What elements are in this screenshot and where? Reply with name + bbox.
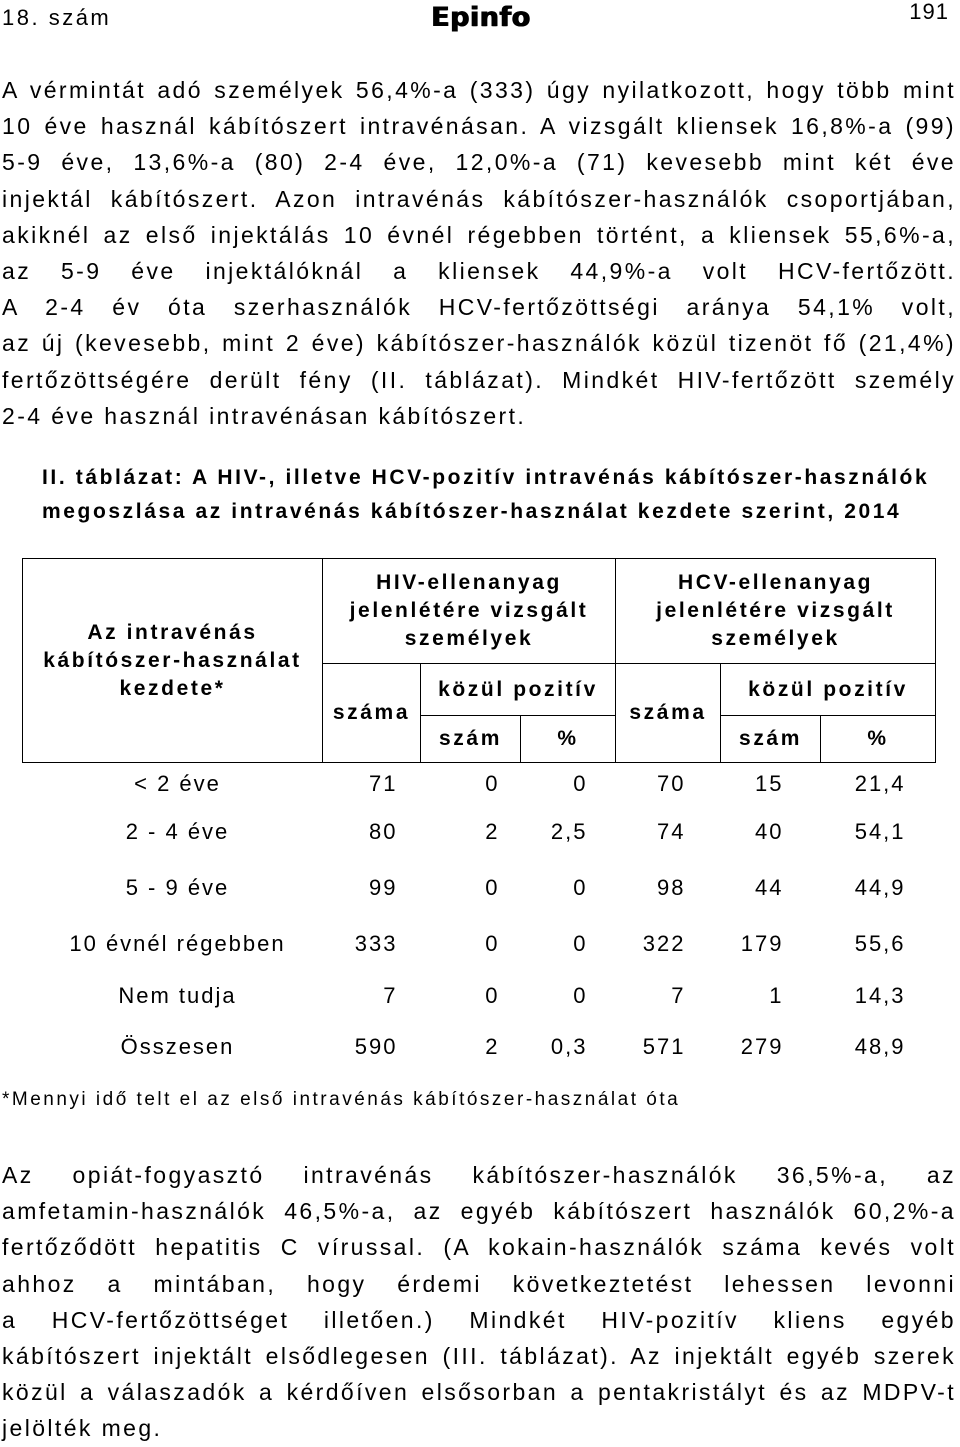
cell-hcv-positive-count: 44 [755, 874, 784, 900]
cell-hcv-tested: 98 [657, 874, 686, 900]
cell-hiv-positive-count: 0 [485, 930, 500, 956]
text-line: A 2-4 év óta szerhasználók HCV-fertőzöttségi aránya 54,1% volt, [2, 294, 956, 321]
text-line: 2-4 éve használ intravénásan kábítószert. [2, 402, 527, 429]
cell-hiv-positive-percent: 0,3 [550, 1033, 588, 1059]
cell-hiv-tested: 333 [354, 930, 398, 956]
cell-hcv-positive-count: 279 [740, 1033, 784, 1059]
cell-hcv-tested: 7 [671, 982, 686, 1008]
header-hcv-positive-count: szám [721, 716, 821, 763]
page-number: 191 [909, 0, 949, 24]
cell-hcv-tested: 70 [657, 770, 686, 796]
text-line: amfetamin-használók 46,5%-a, az egyéb kábítószert használók 60,2%-a [2, 1198, 956, 1225]
header-hiv-positive-count: szám [421, 716, 521, 763]
header-line: kezdete* [119, 676, 226, 700]
cell-hcv-positive-percent: 54,1 [854, 818, 906, 844]
table-row [23, 805, 936, 859]
cell-hcv-tested: 322 [642, 930, 686, 956]
cell-hiv-positive-count: 0 [485, 874, 500, 900]
header-line: személyek [404, 627, 534, 650]
cell-hiv-positive-percent: 0 [573, 982, 588, 1008]
header-hcv-tested: száma [616, 664, 721, 763]
cell-hcv-positive-count: 1 [769, 982, 784, 1008]
cell-start-period: < 2 éve [134, 770, 221, 796]
header-line: személyek [711, 627, 840, 650]
cell-start-period: 2 - 4 éve [125, 818, 230, 844]
text-line: Az opiát-fogyasztó intravénás kábítószer-használók 36,5%-a, az [2, 1162, 956, 1188]
text-line: kábítószert injektált elsődlegesen (III. táblázat). Az injektált egyéb szerek [2, 1343, 956, 1370]
cell-hcv-tested: 571 [642, 1033, 686, 1059]
cell-start-period: Nem tudja [118, 982, 237, 1008]
cell-hcv-positive-count: 179 [740, 930, 784, 956]
header-line: jelenlétére vizsgált [656, 599, 895, 622]
cell-hiv-tested: 7 [383, 982, 398, 1008]
cell-hiv-positive-count: 0 [485, 770, 500, 796]
table-header [23, 559, 936, 763]
paragraph-1 [2, 72, 956, 434]
issue-number: 18. szám [2, 5, 112, 30]
table-caption [42, 461, 929, 529]
header-hcv-group [616, 559, 936, 664]
table-body [23, 763, 936, 1073]
paragraph-2 [2, 1157, 956, 1447]
header-hiv-tested: száma [323, 664, 421, 763]
cell-hiv-positive-percent: 0 [573, 770, 588, 796]
cell-hiv-positive-percent: 2,5 [550, 818, 588, 844]
text-line: az 5-9 éve injektálóknál a kliensek 44,9%-a volt HCV-fertőzött. [2, 258, 956, 285]
header-line: kábítószer-használat [43, 648, 302, 672]
cell-hiv-positive-count: 2 [485, 1033, 500, 1059]
table-row [23, 971, 936, 1021]
table-row [23, 917, 936, 971]
cell-hiv-positive-count: 2 [485, 818, 500, 844]
cell-hiv-tested: 590 [354, 1033, 398, 1059]
text-line: fertőződött hepatitis C vírussal. (A kokain-használók száma kevés volt [2, 1234, 956, 1261]
header-line: jelenlétére vizsgált [349, 599, 589, 622]
table-header-row [23, 559, 936, 664]
cell-hcv-positive-count: 15 [755, 770, 784, 796]
cell-hcv-positive-percent: 44,9 [854, 874, 906, 900]
table-row [23, 859, 936, 917]
text-line: 10 éve használ kábítószert intravénásan. A vizsgált kliensek 16,8%-a (99) [2, 113, 956, 140]
cell-start-period: 5 - 9 éve [125, 874, 230, 900]
cell-hiv-positive-count: 0 [485, 982, 500, 1008]
text-line: fertőzöttségére derült fény (II. táblázat). Mindkét HIV-fertőzött személy [2, 366, 956, 393]
text-line: az új (kevesebb, mint 2 éve) kábítószer-használók közül tizenöt fő (21,4%) [2, 330, 956, 357]
table-row [23, 1021, 936, 1073]
text-line: A vérmintát adó személyek 56,4%-a (333) úgy nyilatkozott, hogy több mint [2, 77, 956, 103]
header-hcv-positive: közül pozitív [721, 664, 936, 716]
cell-hiv-positive-percent: 0 [573, 930, 588, 956]
cell-hiv-tested: 71 [369, 770, 398, 796]
cell-hiv-tested: 80 [369, 818, 398, 844]
caption-line: megoszlása az intravénás kábítószer-használat kezdete szerint, 2014 [42, 500, 902, 523]
header-hcv-positive-percent: % [821, 716, 936, 763]
header-start-period [23, 559, 323, 763]
cell-hcv-positive-percent: 55,6 [854, 930, 906, 956]
header-hiv-positive-percent: % [521, 716, 616, 763]
cell-hiv-positive-percent: 0 [573, 874, 588, 900]
header-hiv-group [323, 559, 616, 664]
cell-hcv-positive-percent: 48,9 [854, 1033, 906, 1059]
header-line: HCV-ellenanyag [677, 571, 874, 594]
text-line: ahhoz a mintában, hogy érdemi következtetést lehessen levonni [2, 1270, 956, 1297]
text-line: injektál kábítószert. Azon intravénás kábítószer-használók csoportjában, [2, 185, 956, 212]
text-line: akiknél az első injektálás 10 évnél régebben történt, a kliensek 55,6%-a, [2, 221, 956, 248]
table-footnote: *Mennyi idő telt el az első intravénás kábítószer-használat óta [2, 1089, 681, 1110]
caption-line: II. táblázat: A HIV-, illetve HCV-pozitív intravénás kábítószer-használók [42, 466, 930, 489]
cell-start-period: Összesen [120, 1033, 235, 1059]
table-row [23, 763, 936, 805]
text-line: a HCV-fertőzöttséget illetően.) Mindkét HIV-pozitív kliens egyéb [2, 1306, 956, 1333]
header-hiv-positive: közül pozitív [421, 664, 616, 716]
text-line: közül a válaszadók a kérdőíven elsősorban a pentakristályt és az MDPV-t [2, 1379, 956, 1406]
text-line: jelölték meg. [2, 1415, 163, 1442]
cell-hcv-tested: 74 [657, 818, 686, 844]
cell-hcv-positive-percent: 21,4 [854, 770, 906, 796]
header-line: Az intravénás [87, 620, 258, 644]
cell-hiv-tested: 99 [369, 874, 398, 900]
journal-logo: Epinfo [431, 2, 531, 33]
header-line: HIV-ellenanyag [376, 571, 562, 594]
hiv-hcv-table [22, 558, 936, 1073]
cell-hcv-positive-count: 40 [755, 818, 784, 844]
cell-hcv-positive-percent: 14,3 [854, 982, 906, 1008]
text-line: 5-9 éve, 13,6%-a (80) 2-4 éve, 12,0%-a (71) kevesebb mint két éve [2, 149, 956, 176]
cell-start-period: 10 évnél régebben [69, 930, 286, 956]
